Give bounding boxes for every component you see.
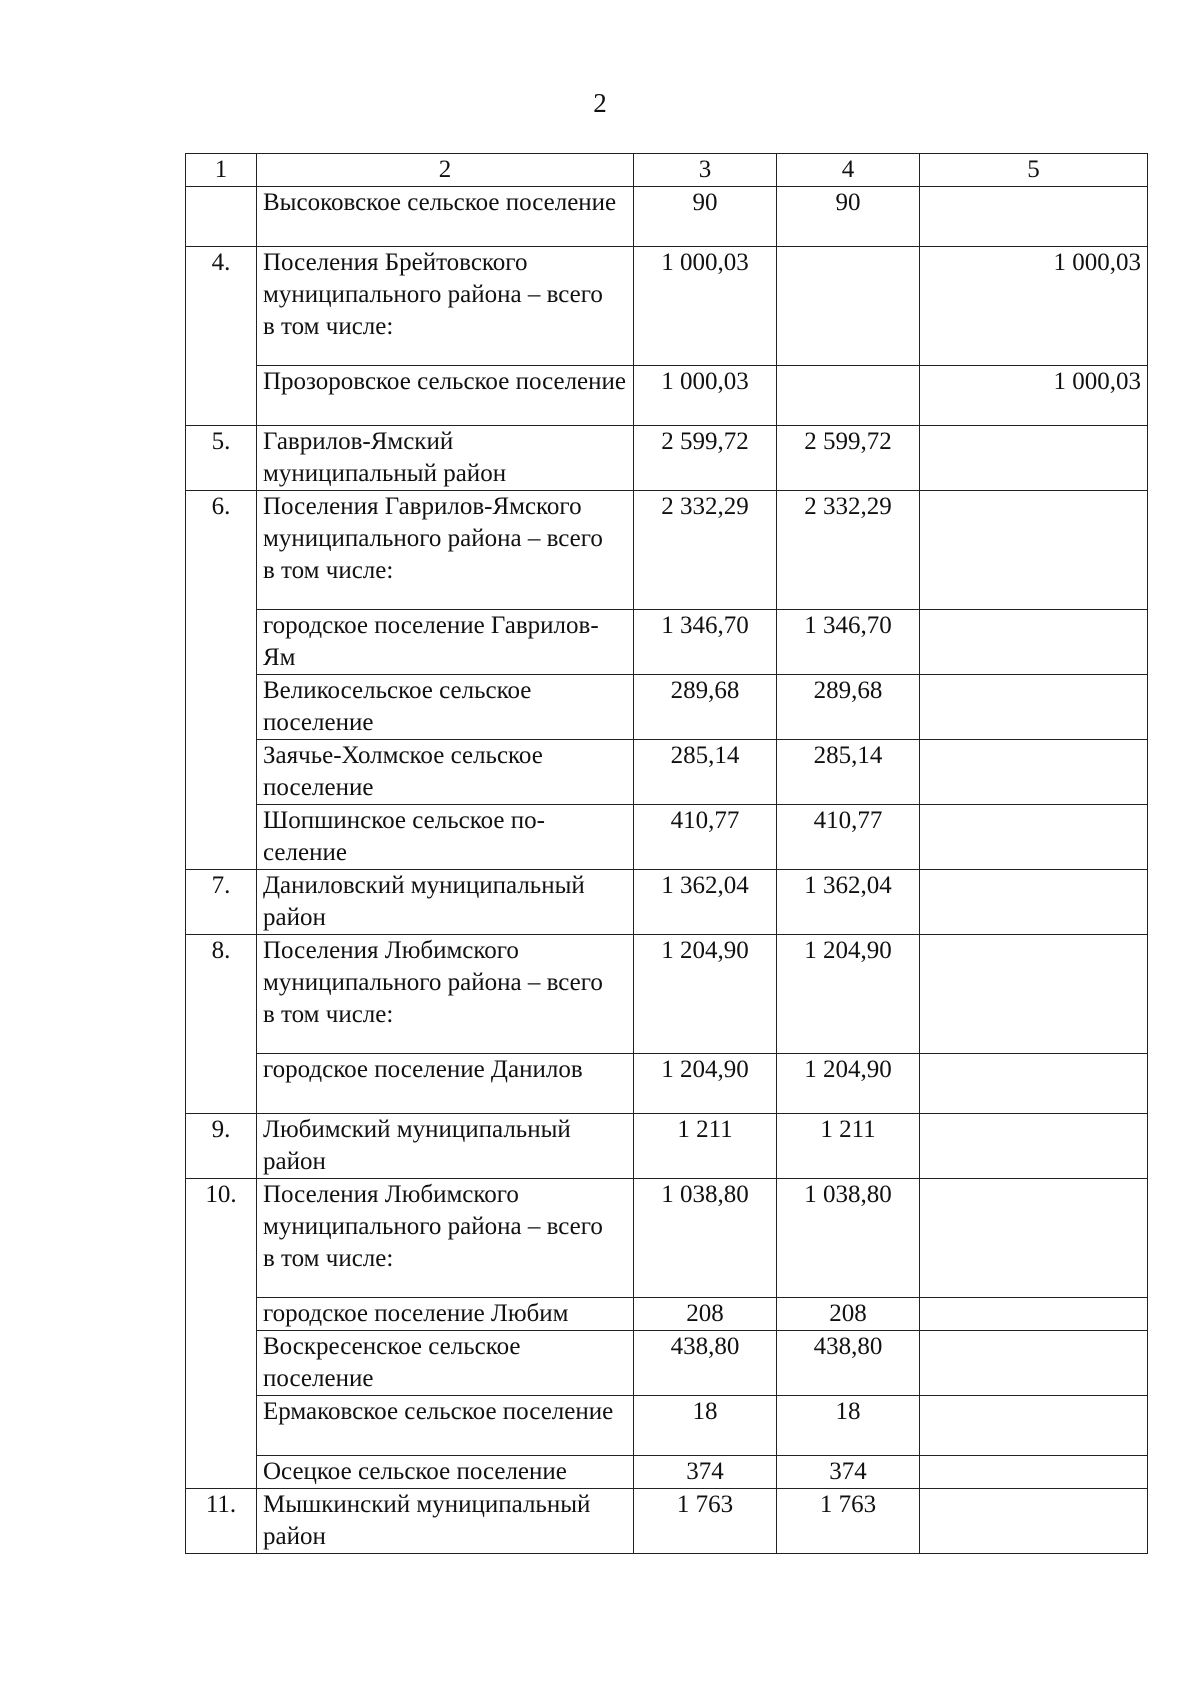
table-row — [186, 1298, 1148, 1331]
row-number-cell: 10. — [186, 1179, 257, 1298]
row-name-cell: Поселения Любимского муниципального района – всего в том числе: — [257, 1179, 634, 1298]
allocation-table — [185, 153, 1148, 1554]
row-number-cell: 5. — [186, 426, 257, 491]
row-name-cell: Даниловский муниципальный район — [257, 870, 634, 935]
table-row — [186, 247, 1148, 366]
row-col5-cell — [920, 1489, 1148, 1554]
row-name-cell: Гаврилов-Ямский муниципальный район — [257, 426, 634, 491]
table-row — [186, 1456, 1148, 1489]
row-col5-cell — [920, 1396, 1148, 1456]
row-col4-cell: 410,77 — [777, 805, 920, 870]
row-col5-cell: 1 000,03 — [920, 366, 1148, 426]
row-col5-cell: 1 000,03 — [920, 247, 1148, 366]
row-col5-cell — [920, 805, 1148, 870]
header-cell: 3 — [634, 154, 777, 187]
row-col3-cell: 410,77 — [634, 805, 777, 870]
table-row — [186, 935, 1148, 1054]
row-col4-cell: 285,14 — [777, 740, 920, 805]
row-col5-cell — [920, 1054, 1148, 1114]
row-number-cell: 4. — [186, 247, 257, 366]
row-col4-cell: 1 038,80 — [777, 1179, 920, 1298]
row-col3-cell: 1 000,03 — [634, 366, 777, 426]
row-col3-cell: 90 — [634, 187, 777, 247]
row-col3-cell: 1 038,80 — [634, 1179, 777, 1298]
table-row — [186, 426, 1148, 491]
table-row — [186, 1114, 1148, 1179]
table-row — [186, 675, 1148, 740]
row-name-cell: городское поселение Данилов — [257, 1054, 634, 1114]
row-col4-cell — [777, 366, 920, 426]
row-col5-cell — [920, 610, 1148, 675]
row-number-cell — [186, 675, 257, 740]
table-body — [186, 154, 1148, 1554]
row-col5-cell — [920, 1114, 1148, 1179]
row-number-cell — [186, 1054, 257, 1114]
row-col4-cell — [777, 247, 920, 366]
row-col5-cell — [920, 491, 1148, 610]
table-row — [186, 805, 1148, 870]
row-col4-cell: 374 — [777, 1456, 920, 1489]
row-name-cell: городское поселение Любим — [257, 1298, 634, 1331]
row-col4-cell: 438,80 — [777, 1331, 920, 1396]
row-col5-cell — [920, 426, 1148, 491]
table-row — [186, 870, 1148, 935]
page-number: 2 — [593, 88, 607, 118]
table-row — [186, 1054, 1148, 1114]
row-name-cell: Высоковское сельское поселение — [257, 187, 634, 247]
row-col5-cell — [920, 1298, 1148, 1331]
header-cell: 2 — [257, 154, 634, 187]
header-cell: 4 — [777, 154, 920, 187]
row-name-cell: Воскресенское сельское поселение — [257, 1331, 634, 1396]
row-number-cell — [186, 610, 257, 675]
row-col3-cell: 18 — [634, 1396, 777, 1456]
row-name-cell: Поселения Гаврилов-Ямского муниципального района – всего в том числе: — [257, 491, 634, 610]
row-col3-cell: 1 211 — [634, 1114, 777, 1179]
row-col3-cell: 289,68 — [634, 675, 777, 740]
row-col4-cell: 1 211 — [777, 1114, 920, 1179]
row-col3-cell: 438,80 — [634, 1331, 777, 1396]
row-name-cell: городское поселение Гаврилов-Ям — [257, 610, 634, 675]
row-col3-cell: 2 332,29 — [634, 491, 777, 610]
row-number-cell — [186, 740, 257, 805]
table-row — [186, 740, 1148, 805]
row-col4-cell: 208 — [777, 1298, 920, 1331]
table-row — [186, 1489, 1148, 1554]
row-col4-cell: 1 362,04 — [777, 870, 920, 935]
row-number-cell: 7. — [186, 870, 257, 935]
row-name-cell: Заячье-Холмское сельское поселение — [257, 740, 634, 805]
row-name-cell: Шопшинское сельское по-селение — [257, 805, 634, 870]
row-col4-cell: 18 — [777, 1396, 920, 1456]
row-col4-cell: 1 204,90 — [777, 935, 920, 1054]
table-header-row — [186, 154, 1148, 187]
table-row — [186, 187, 1148, 247]
header-cell: 5 — [920, 154, 1148, 187]
row-number-cell — [186, 1298, 257, 1331]
row-number-cell — [186, 366, 257, 426]
table-row — [186, 366, 1148, 426]
row-number-cell: 8. — [186, 935, 257, 1054]
row-number-cell — [186, 187, 257, 247]
row-name-cell: Прозоровское сельское поселение — [257, 366, 634, 426]
row-name-cell: Великосельское сельское поселение — [257, 675, 634, 740]
row-name-cell: Ермаковское сельское поселение — [257, 1396, 634, 1456]
row-col5-cell — [920, 870, 1148, 935]
row-col5-cell — [920, 675, 1148, 740]
row-name-cell: Любимский муниципальный район — [257, 1114, 634, 1179]
row-col3-cell: 374 — [634, 1456, 777, 1489]
row-col4-cell: 90 — [777, 187, 920, 247]
row-col3-cell: 1 362,04 — [634, 870, 777, 935]
row-number-cell — [186, 1331, 257, 1396]
row-number-cell — [186, 1396, 257, 1456]
row-col4-cell: 2 599,72 — [777, 426, 920, 491]
row-name-cell: Поселения Брейтовского муниципального района – всего в том числе: — [257, 247, 634, 366]
row-number-cell: 6. — [186, 491, 257, 610]
row-name-cell: Осецкое сельское поселение — [257, 1456, 634, 1489]
row-col4-cell: 1 346,70 — [777, 610, 920, 675]
table-row — [186, 1396, 1148, 1456]
row-number-cell: 9. — [186, 1114, 257, 1179]
row-number-cell — [186, 1456, 257, 1489]
row-col5-cell — [920, 740, 1148, 805]
row-col5-cell — [920, 935, 1148, 1054]
row-col3-cell: 1 346,70 — [634, 610, 777, 675]
row-col3-cell: 2 599,72 — [634, 426, 777, 491]
row-col5-cell — [920, 1456, 1148, 1489]
row-col3-cell: 1 204,90 — [634, 935, 777, 1054]
row-number-cell: 11. — [186, 1489, 257, 1554]
table-row — [186, 491, 1148, 610]
row-col4-cell: 1 763 — [777, 1489, 920, 1554]
table-row — [186, 1179, 1148, 1298]
row-col3-cell: 1 763 — [634, 1489, 777, 1554]
row-name-cell: Мышкинский муниципальный район — [257, 1489, 634, 1554]
table-row — [186, 1331, 1148, 1396]
header-cell: 1 — [186, 154, 257, 187]
row-col5-cell — [920, 187, 1148, 247]
row-col3-cell: 208 — [634, 1298, 777, 1331]
table-row — [186, 610, 1148, 675]
row-col5-cell — [920, 1331, 1148, 1396]
row-col3-cell: 1 000,03 — [634, 247, 777, 366]
row-col3-cell: 285,14 — [634, 740, 777, 805]
row-name-cell: Поселения Любимского муниципального района – всего в том числе: — [257, 935, 634, 1054]
row-col4-cell: 2 332,29 — [777, 491, 920, 610]
row-col3-cell: 1 204,90 — [634, 1054, 777, 1114]
row-col4-cell: 1 204,90 — [777, 1054, 920, 1114]
row-col5-cell — [920, 1179, 1148, 1298]
row-number-cell — [186, 805, 257, 870]
row-col4-cell: 289,68 — [777, 675, 920, 740]
